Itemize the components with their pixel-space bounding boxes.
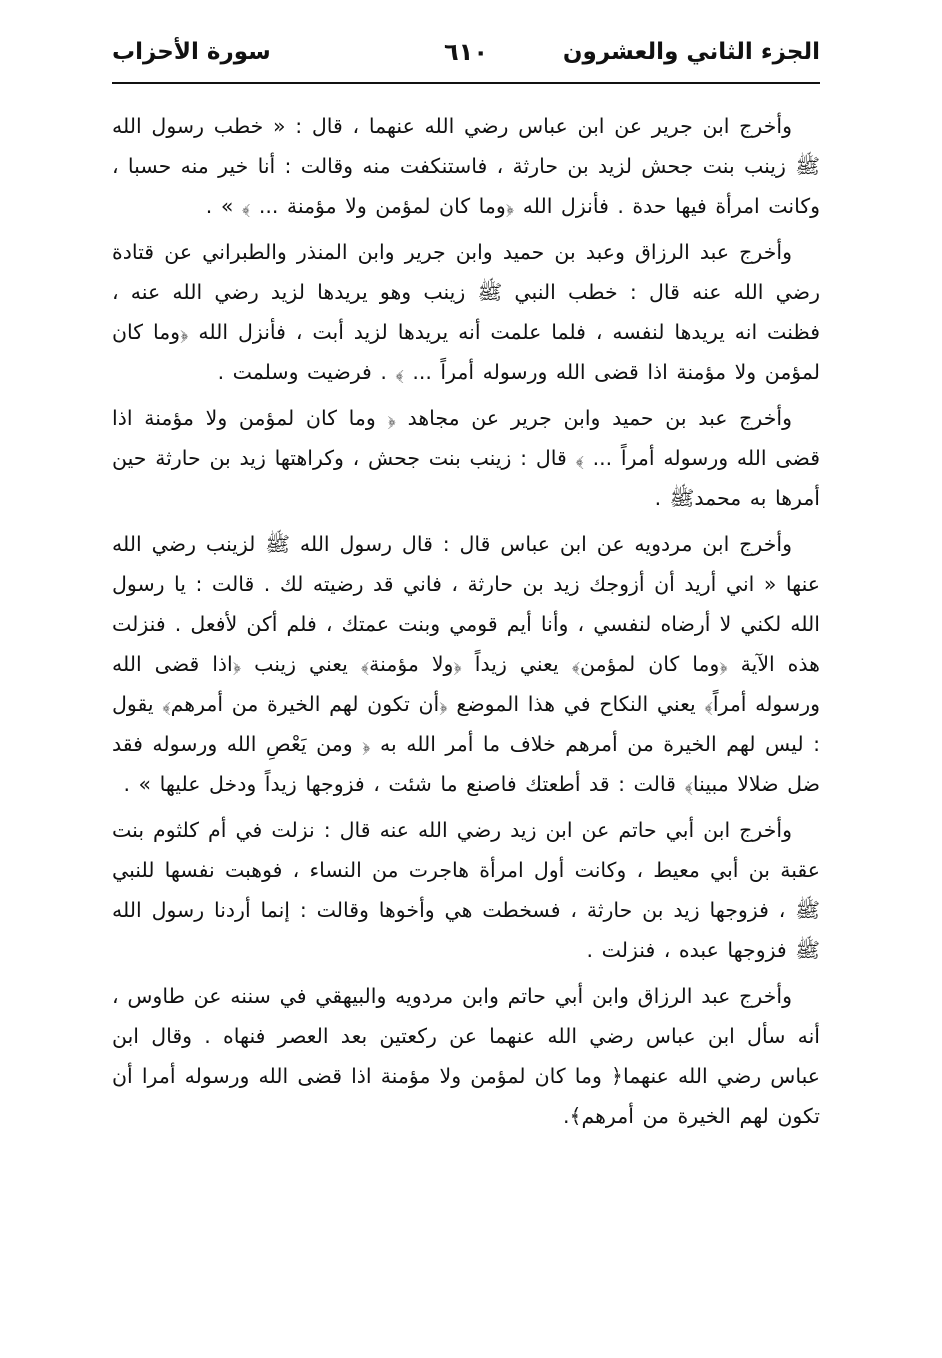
- paragraph: وأخرج ابن أبي حاتم عن ابن زيد رضي الله عنه قال : نزلت في أم كلثوم بنت عقبة بن أبي معيط ، وكانت أول امرأة هاجرت من النساء ، فوهبت نفسها للنبي ﷺ ، فزوجها زيد بن حارثة ، فسخطت هي وأخوها وقالت : إنما أردنا رسول الله ﷺ فزوجها عبده ، فنزلت .: [112, 818, 820, 962]
- header-divider: [112, 82, 820, 84]
- paragraph: وأخرج عبد الرزاق وابن أبي حاتم وابن مردويه والبيهقي في سننه عن طاوس ، أنه سأل ابن عباس رضي الله عنهما عن ركعتين بعد العصر فنهاه . وقال ابن عباس رضي الله عنهما﴿ وما كان لمؤمن ولا مؤمنة اذا قضى الله ورسوله أمرا أن تكون لهم الخيرة من أمرهم﴾.: [112, 984, 820, 1128]
- page-body: [112, 106, 820, 1136]
- paragraph: وأخرج ابن مردويه عن ابن عباس قال : قال رسول الله ﷺ لزينب رضي الله عنها « اني أريد أن أزوجك زيد بن حارثة ، فاني قد رضيته لك . قالت : يا رسول الله لكني لا أرضاه لنفسي ، وأنا أيم قومي وبنت عمتك ، فلم أكن لأفعل . فنزلت هذه الآية ﴿وما كان لمؤمن﴾ يعني زيداً ﴿ولا مؤمنة﴾ يعني زينب ﴿اذا قضى الله ورسوله أمراً﴾ يعني النكاح في هذا الموضع ﴿أن تكون لهم الخيرة من أمرهم﴾ يقول : ليس لهم الخيرة من أمرهم خلاف ما أمر الله به ﴿ ومن يَعْصِ الله ورسوله فقد ضل ضلالا مبينا﴾ قالت : قد أطعتك فاصنع ما شئت ، فزوجها زيداً ودخل عليها » .: [112, 532, 820, 796]
- surah-title: سورة الأحزاب: [112, 39, 271, 65]
- paragraph: وأخرج عبد الرزاق وعبد بن حميد وابن جرير وابن المنذر والطبراني عن قتادة رضي الله عنه قال : خطب النبي ﷺ زينب وهو يريدها لزيد رضي الله عنه ، فظنت انه يريدها لنفسه ، فلما علمت أنه يريدها لزيد أبت ، فأنزل الله ﴿وما كان لمؤمن ولا مؤمنة اذا قضى الله ورسوله أمراً ... ﴾ . فرضيت وسلمت .: [112, 240, 820, 384]
- paragraph: وأخرج عبد بن حميد وابن جرير عن مجاهد ﴿ وما كان لمؤمن ولا مؤمنة اذا قضى الله ورسوله أمراً ... ﴾ قال : زينب بنت جحش ، وكراهتها زيد بن حارثة حين أمرها به محمدﷺ .: [112, 406, 820, 510]
- book-page: [112, 28, 820, 1328]
- page-header: [112, 28, 820, 76]
- part-title: الجزء الثاني والعشرون: [562, 39, 820, 65]
- page-number: ٦١٠: [444, 38, 488, 66]
- paragraph: وأخرج ابن جرير عن ابن عباس رضي الله عنهما ، قال : « خطب رسول الله ﷺ زينب بنت جحش لزيد بن حارثة ، فاستنكفت منه وقالت : أنا خير منه حسبا ، وكانت امرأة فيها حدة . فأنزل الله ﴿وما كان لمؤمن ولا مؤمنة ... ﴾ » .: [112, 114, 820, 218]
